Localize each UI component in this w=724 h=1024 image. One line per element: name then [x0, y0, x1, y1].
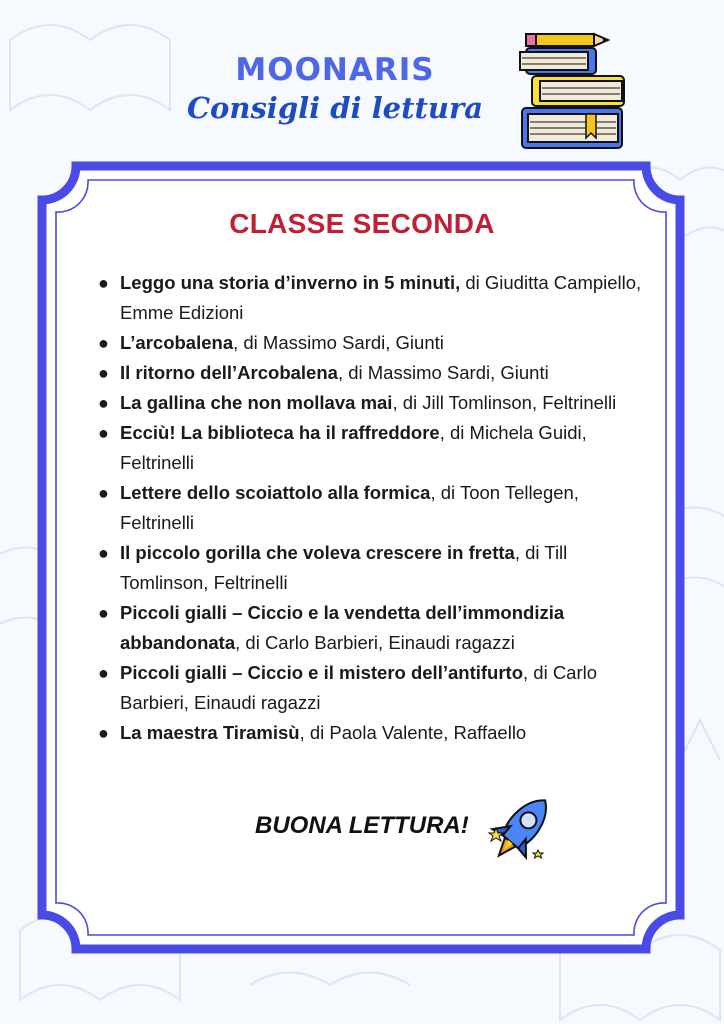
- book-item: [92, 658, 652, 718]
- book-author-publisher: , di Carlo Barbieri, Einaudi ragazzi: [235, 632, 515, 653]
- book-item: [92, 358, 652, 388]
- stacked-books-icon: [512, 28, 632, 156]
- closing-message: BUONA LETTURA!: [255, 812, 469, 839]
- book-item: [92, 538, 652, 598]
- book-title: Piccoli gialli – Ciccio e il mistero dell’antifurto: [120, 662, 523, 683]
- bullet-icon: ●: [98, 723, 109, 743]
- book-title: Ecciù! La biblioteca ha il raffreddore: [120, 422, 440, 443]
- bullet-icon: ●: [98, 663, 109, 683]
- book-author-publisher: di Giuditta Campiello, Emme Edizioni: [120, 272, 642, 323]
- book-title: Leggo una storia d’inverno in 5 minuti,: [120, 272, 461, 293]
- book-author-publisher: , di Toon Tellegen, Feltrinelli: [120, 482, 579, 533]
- book-author-publisher: , di Paola Valente, Raffaello: [299, 722, 527, 743]
- bullet-icon: ●: [98, 363, 109, 383]
- section-title: CLASSE SECONDA: [229, 208, 495, 239]
- book-author-publisher: , di Jill Tomlinson, Feltrinelli: [392, 392, 617, 413]
- book-title: La maestra Tiramisù: [120, 722, 300, 743]
- book-title: Il ritorno dell’Arcobalena: [120, 362, 338, 383]
- book-title: L’arcobalena: [120, 332, 234, 353]
- bullet-icon: ●: [98, 483, 109, 503]
- book-author-publisher: , di Michela Guidi, Feltrinelli: [120, 422, 587, 473]
- book-item: [92, 718, 652, 748]
- book-title: Il piccolo gorilla che voleva crescere in fretta: [120, 542, 515, 563]
- header-brand: [150, 52, 520, 126]
- book-item: [92, 268, 652, 328]
- bullet-icon: ●: [98, 543, 109, 563]
- brand-title: MOONARIS: [235, 52, 435, 88]
- book-item: [92, 388, 652, 418]
- book-title: Piccoli gialli – Ciccio e la vendetta dell’immondizia abbandonata: [120, 602, 565, 653]
- book-author-publisher: , di Massimo Sardi, Giunti: [233, 332, 444, 353]
- book-item: [92, 418, 652, 478]
- book-author-publisher: , di Massimo Sardi, Giunti: [337, 362, 549, 383]
- book-title: La gallina che non mollava mai: [120, 392, 393, 413]
- bullet-icon: ●: [98, 273, 109, 293]
- brand-subtitle: Consigli di lettura: [186, 91, 484, 125]
- book-item: [92, 328, 652, 358]
- book-list: [92, 268, 652, 748]
- book-title: Lettere dello scoiattolo alla formica: [120, 482, 431, 503]
- book-author-publisher: , di Carlo Barbieri, Einaudi ragazzi: [120, 662, 598, 713]
- bullet-icon: ●: [98, 333, 109, 353]
- bullet-icon: ●: [98, 423, 109, 443]
- bullet-icon: ●: [98, 603, 109, 623]
- book-author-publisher: , di Till Tomlinson, Feltrinelli: [120, 542, 568, 593]
- book-item: [92, 598, 652, 658]
- rocket-icon: [482, 790, 562, 866]
- bullet-icon: ●: [98, 393, 109, 413]
- book-item: [92, 478, 652, 538]
